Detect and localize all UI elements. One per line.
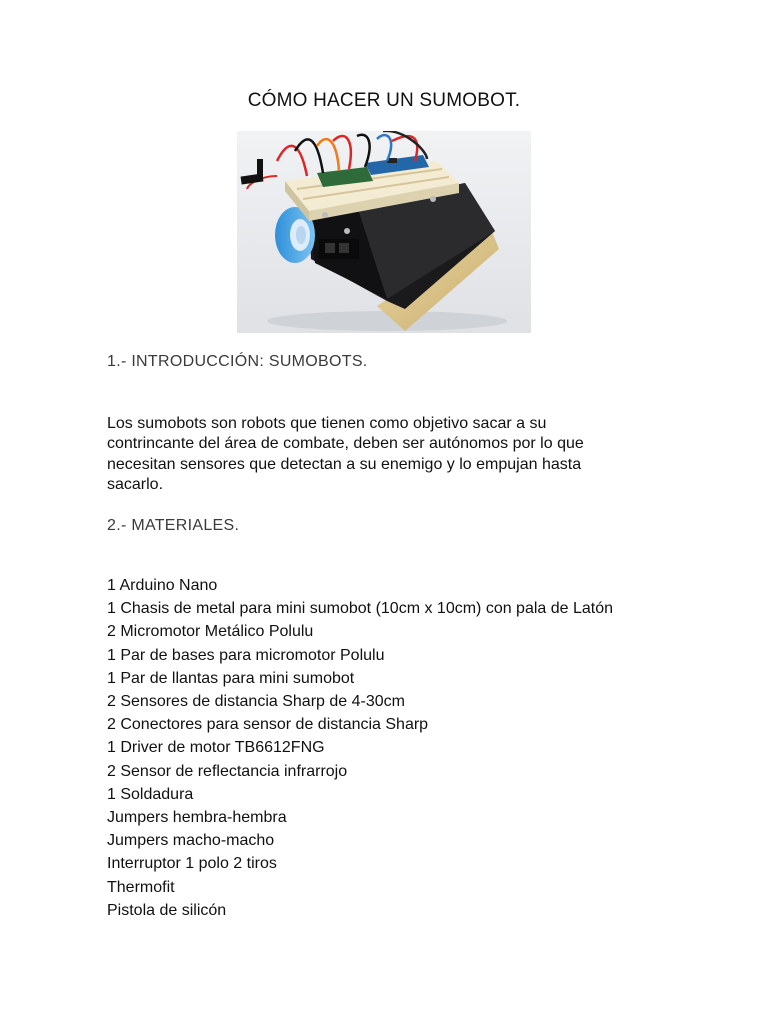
list-item: 1 Arduino Nano — [107, 577, 218, 594]
list-item: 1 Driver de motor TB6612FNG — [107, 739, 325, 757]
list-item: 2 Sensor de reflectancia infrarrojo — [107, 762, 348, 780]
list-item: 2 Sensores de distancia Sharp de 4-30cm — [107, 693, 405, 711]
list-item: 1 Par de llantas para mini sumobot — [107, 669, 355, 687]
list-item: Jumpers hembra-hembra — [107, 809, 287, 827]
section-heading-materials: 2.- MATERIALES. — [107, 517, 240, 534]
list-item: Pistola de silicón — [107, 901, 227, 919]
section-heading-introduction: 1.- INTRODUCCIÓN: SUMOBOTS. — [107, 353, 368, 370]
list-item: Jumpers macho-macho — [107, 832, 275, 850]
paragraph-line: sacarlo. — [107, 475, 164, 493]
list-item: Interruptor 1 polo 2 tiros — [107, 855, 277, 873]
list-item: 2 Conectores para sensor de distancia Sharp — [107, 716, 429, 734]
document-title: CÓMO HACER UN SUMOBOT. — [247, 90, 521, 111]
introduction-paragraph — [107, 414, 627, 495]
list-item: Thermofit — [107, 878, 175, 896]
materials-list — [107, 574, 613, 922]
list-item: 1 Par de bases para micromotor Polulu — [107, 646, 385, 664]
list-item: 1 Soldadura — [107, 785, 194, 803]
sumobot-illustration — [237, 131, 531, 333]
list-item: 2 Micromotor Metálico Polulu — [107, 623, 314, 641]
list-item: 1 Chasis de metal para mini sumobot (10cm x 10cm) con pala de Latón — [107, 600, 614, 618]
paragraph-line: contrincante del área de combate, deben ser autónomos por lo que — [107, 435, 584, 453]
paragraph-line: Los sumobots son robots que tienen como objetivo sacar a su — [107, 415, 547, 432]
sumobot-photo — [237, 131, 531, 333]
paragraph-line: necesitan sensores que detectan a su enemigo y lo empujan hasta — [107, 455, 582, 473]
